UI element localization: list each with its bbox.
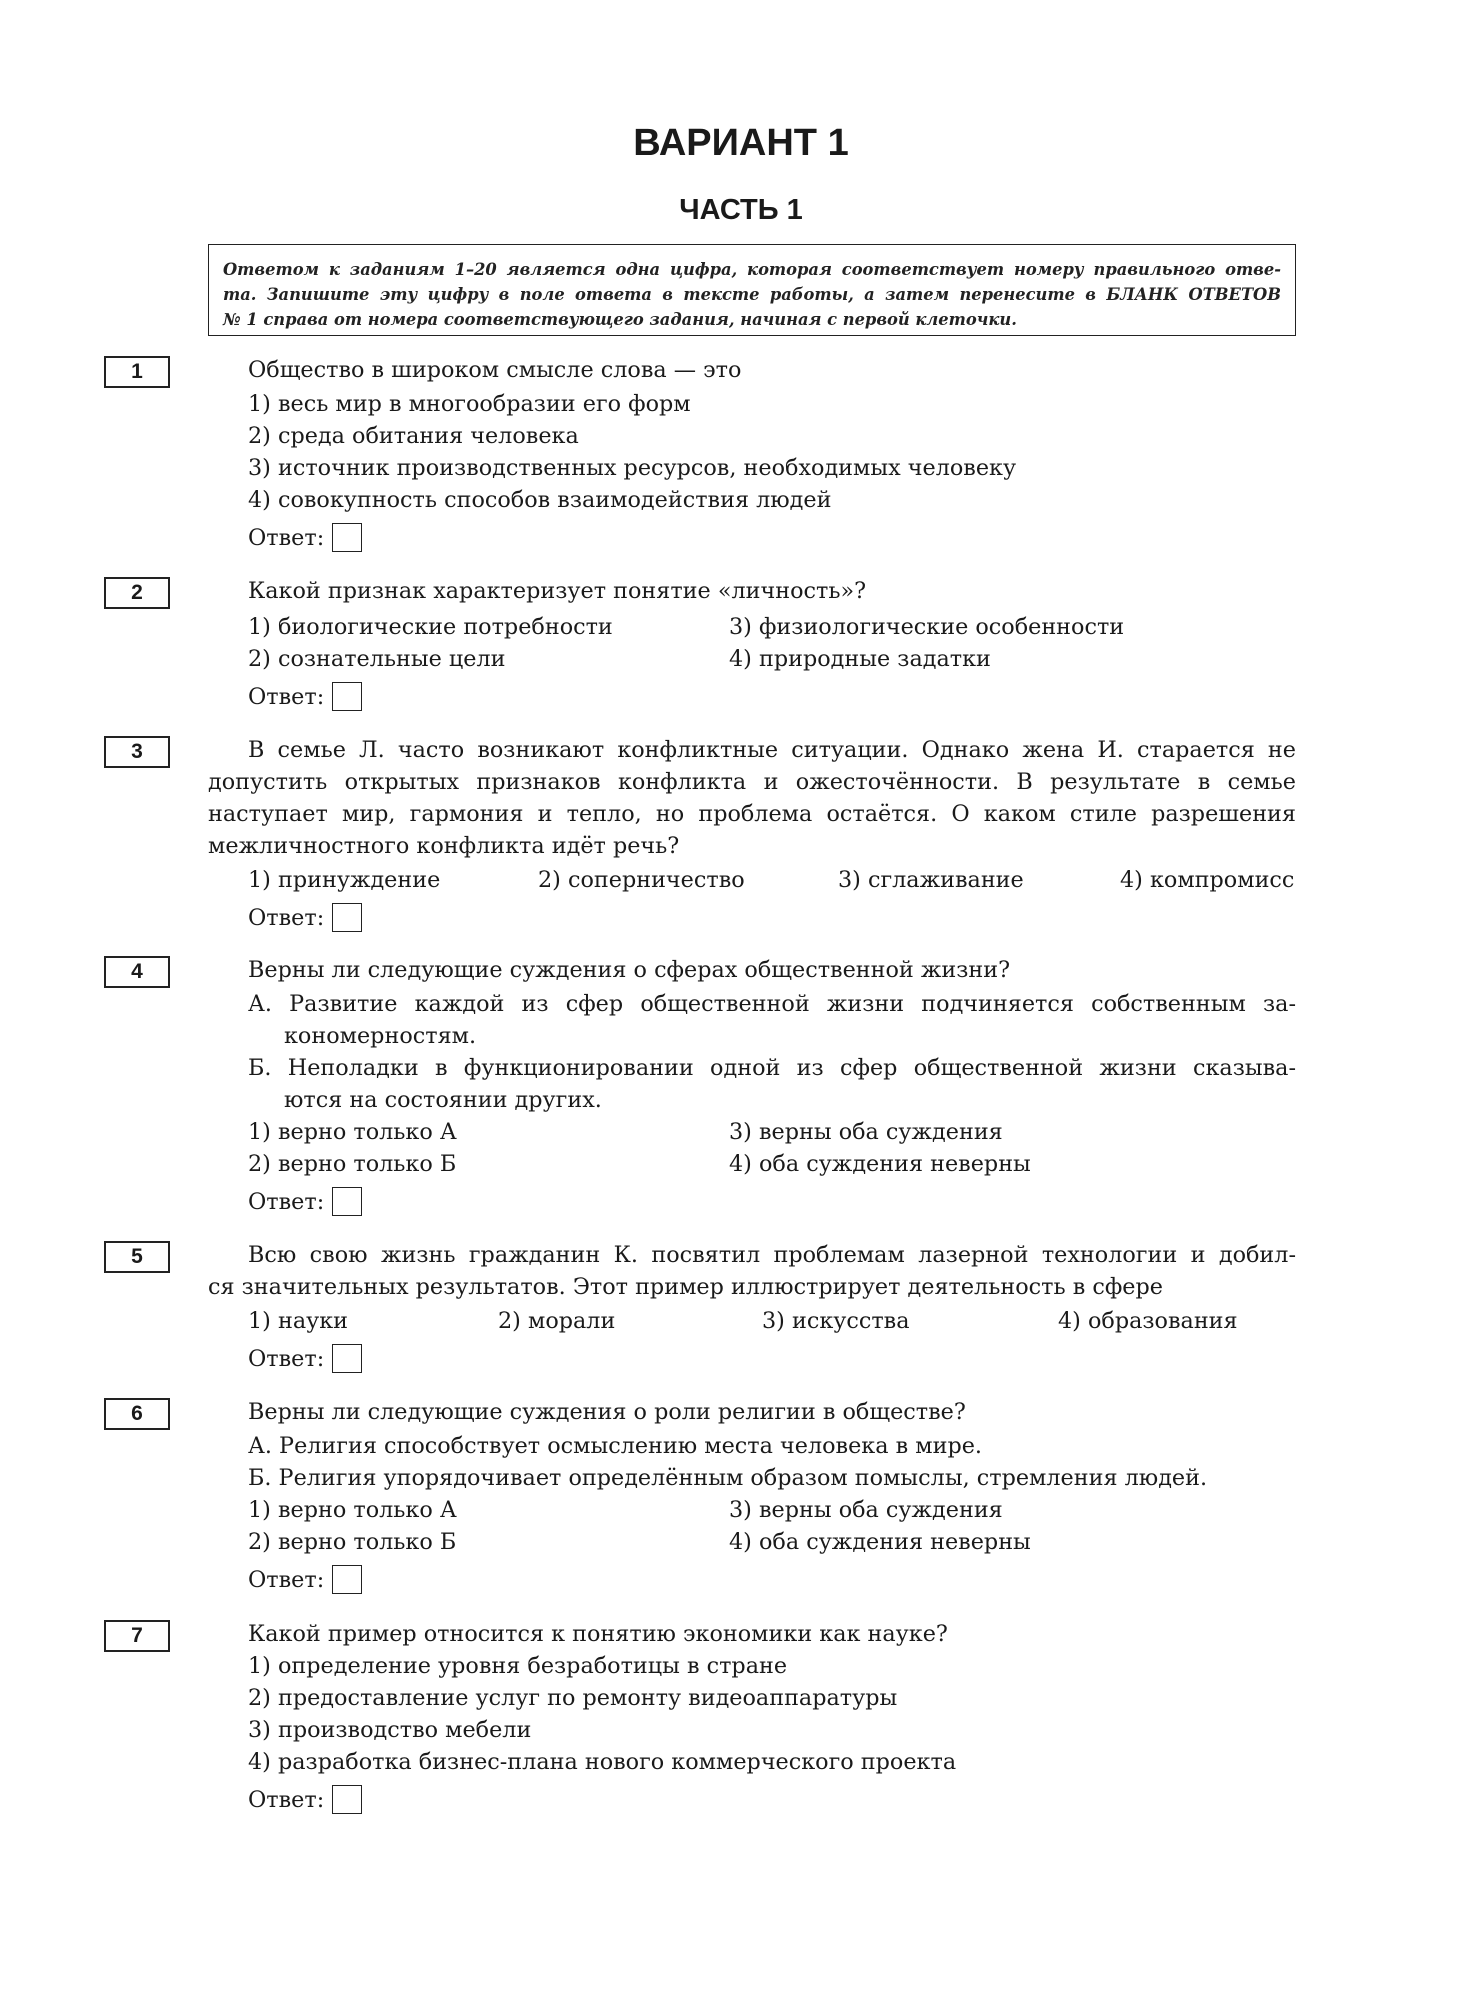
question-text: Верны ли следующие суждения о роли религии в обществе?	[248, 1399, 966, 1425]
option-4: 4) образования	[1058, 1308, 1238, 1334]
option-1: 1) принуждение	[248, 867, 441, 893]
task-number: 1	[104, 356, 170, 388]
option-4: 4) компромисс	[1120, 867, 1295, 893]
option-2: 2) среда обитания человека	[248, 423, 579, 449]
option-3: 3) источник производственных ресурсов, необходимых человеку	[248, 455, 1017, 481]
question-line: наступает мир, гармония и тепло, но проблема остаётся. О каком стиле разрешения	[208, 801, 1296, 827]
option-2: 2) сознательные цели	[248, 646, 506, 672]
statement-b: Б. Религия упорядочивает определённым образом помыслы, стремления людей.	[248, 1465, 1208, 1491]
option-2: 2) предоставление услуг по ремонту видеоаппаратуры	[248, 1685, 898, 1711]
option-3: 3) искусства	[762, 1308, 910, 1334]
question-line: межличностного конфликта идёт речь?	[208, 833, 680, 859]
option-1: 1) верно только А	[248, 1119, 457, 1145]
option-1: 1) науки	[248, 1308, 349, 1334]
option-2: 2) верно только Б	[248, 1151, 457, 1177]
answer-row	[248, 902, 362, 936]
answer-row	[248, 1343, 362, 1377]
answer-label: Ответ:	[248, 1787, 325, 1813]
option-2: 2) верно только Б	[248, 1529, 457, 1555]
option-1: 1) определение уровня безработицы в стране	[248, 1653, 788, 1679]
task-number: 2	[104, 577, 170, 609]
answer-box[interactable]	[332, 903, 362, 932]
question-line: Всю свою жизнь гражданин К. посвятил проблемам лазерной технологии и добил-	[248, 1242, 1296, 1268]
answer-box[interactable]	[332, 523, 362, 552]
question-line: В семье Л. часто возникают конфликтные ситуации. Однако жена И. старается не	[248, 737, 1296, 763]
option-1: 1) биологические потребности	[248, 614, 613, 640]
statement-a: А. Религия способствует осмыслению места человека в мире.	[248, 1433, 983, 1459]
question-text: Какой признак характеризует понятие «личность»?	[248, 578, 867, 604]
instruction-line: та. Запишите эту цифру в поле ответа в тексте работы, а затем перенесите в БЛАНК ОТВЕТОВ	[223, 285, 1281, 304]
task-number: 3	[104, 736, 170, 768]
option-4: 4) совокупность способов взаимодействия людей	[248, 487, 832, 513]
option-2: 2) морали	[498, 1308, 616, 1334]
task-number: 4	[104, 956, 170, 988]
option-4: 4) оба суждения неверны	[729, 1151, 1031, 1177]
part-title: ЧАСТЬ 1	[679, 194, 803, 226]
answer-box[interactable]	[332, 1785, 362, 1814]
answer-label: Ответ:	[248, 1346, 325, 1372]
question-line: допустить открытых признаков конфликта и ожесточённости. В результате в семье	[208, 769, 1296, 795]
instruction-line: Ответом к заданиям 1–20 является одна цифра, которая соответствует номеру правильного отве-	[223, 260, 1281, 279]
answer-label: Ответ:	[248, 684, 325, 710]
option-4: 4) природные задатки	[729, 646, 991, 672]
task-number: 7	[104, 1620, 170, 1652]
option-3: 3) сглаживание	[838, 867, 1024, 893]
statement-b-cont: ются на состоянии других.	[284, 1087, 602, 1113]
option-3: 3) верны оба суждения	[729, 1497, 1003, 1523]
option-3: 3) производство мебели	[248, 1717, 532, 1743]
option-3: 3) верны оба суждения	[729, 1119, 1003, 1145]
answer-box[interactable]	[332, 1565, 362, 1594]
question-text: Какой пример относится к понятию экономики как науке?	[248, 1621, 948, 1647]
statement-a-cont: кономерностям.	[284, 1023, 477, 1049]
question-line: ся значительных результатов. Этот пример иллюстрирует деятельность в сфере	[208, 1274, 1163, 1300]
answer-row	[248, 1784, 362, 1818]
variant-title: ВАРИАНТ 1	[633, 122, 849, 164]
answer-label: Ответ:	[248, 1567, 325, 1593]
option-1: 1) верно только А	[248, 1497, 457, 1523]
option-1: 1) весь мир в многообразии его форм	[248, 391, 691, 417]
answer-label: Ответ:	[248, 525, 325, 551]
answer-box[interactable]	[332, 682, 362, 711]
answer-label: Ответ:	[248, 1189, 325, 1215]
statement-a: А. Развитие каждой из сфер общественной жизни подчиняется собственным за-	[248, 991, 1296, 1017]
answer-row	[248, 681, 362, 715]
option-4: 4) оба суждения неверны	[729, 1529, 1031, 1555]
task-number: 5	[104, 1241, 170, 1273]
answer-row	[248, 1186, 362, 1220]
option-4: 4) разработка бизнес-плана нового коммерческого проекта	[248, 1749, 957, 1775]
answer-box[interactable]	[332, 1187, 362, 1216]
answer-label: Ответ:	[248, 905, 325, 931]
instruction-line: № 1 справа от номера соответствующего задания, начиная с первой клеточки.	[223, 310, 1017, 329]
answer-row	[248, 1564, 362, 1598]
option-3: 3) физиологические особенности	[729, 614, 1125, 640]
task-number: 6	[104, 1398, 170, 1430]
option-2: 2) соперничество	[538, 867, 745, 893]
question-text: Верны ли следующие суждения о сферах общественной жизни?	[248, 957, 1011, 983]
question-text: Общество в широком смысле слова — это	[248, 357, 742, 383]
statement-b: Б. Неполадки в функционировании одной из сфер общественной жизни сказыва-	[248, 1055, 1296, 1081]
instructions-box	[208, 244, 1296, 336]
answer-row	[248, 522, 362, 556]
answer-box[interactable]	[332, 1344, 362, 1373]
